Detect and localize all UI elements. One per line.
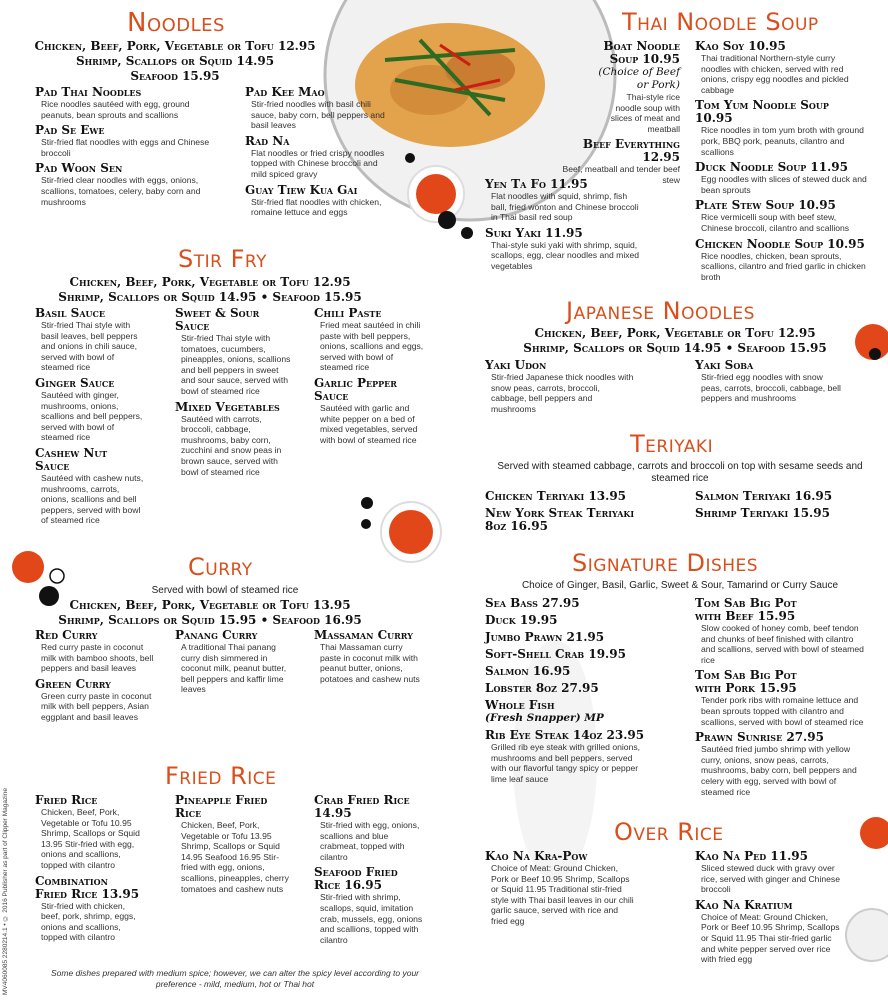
item-name: Tom Sab Big Pot with Pork 15.95 <box>695 668 797 696</box>
item-name: Combination Fried Rice 13.95 <box>35 873 140 901</box>
item-desc: Thai-style suki yaki with shrimp, squid, scallops, egg, clear noodles and mixed vegetables <box>491 239 640 271</box>
item-name: Beef Everything 12.95 <box>582 137 680 165</box>
item-desc: Rice noodles sautéed with egg, ground peanuts, bean sprouts and scallions <box>41 99 190 120</box>
menu-item <box>35 875 140 943</box>
japanese-heading: Japanese Noodles <box>566 297 755 325</box>
fried-rice-col1 <box>35 794 140 947</box>
menu-item <box>35 629 155 674</box>
item-name: Suki Yaki 11.95 <box>485 225 583 240</box>
menu-item <box>695 669 867 727</box>
item-desc: Thai traditional Northern-style curry noodles with chicken, served with red onions, crispy egg noodles and pickled cabbage <box>701 53 849 95</box>
item-name: Red Curry <box>35 628 98 642</box>
item-desc: Slow cooked of honey comb, beef tendon and chunks of beef finished with cilantro and scallions, served with bowl of steamed rice <box>701 623 864 665</box>
item-name: Mixed Vegetables <box>175 399 280 414</box>
menu-item <box>485 178 645 223</box>
item-desc: A traditional Thai panang curry dish simmered in coconut milk, peanut butter, bell peppers and kaffir lime leaves <box>181 642 287 695</box>
menu-item <box>314 377 426 445</box>
menu-item <box>35 162 210 207</box>
menu-item <box>35 124 210 158</box>
item-name: Yen Ta Fo 11.95 <box>485 177 588 191</box>
item-name: Tom Sab Big Pot with Beef 15.95 <box>695 596 797 623</box>
item-name: Garlic Pepper Sauce <box>314 375 397 403</box>
item-desc: Flat noodles with squid, shrimp, fish ball, fried wonton and Chinese broccoli in Thai basil red soup <box>491 191 639 223</box>
japanese-prices <box>490 326 860 356</box>
item-desc: Stir-fried egg noodles with snow peas, carrots, broccoli, cabbage, bell peppers and mushrooms <box>701 372 841 404</box>
item-name: Sea Bass 27.95 <box>485 596 580 610</box>
price-line: Chicken, Beef, Pork, Vegetable or Tofu 12.95 <box>34 39 316 53</box>
fried-rice-col2 <box>175 794 290 898</box>
item-name: Rib Eye Steak 14oz 23.95 <box>485 728 645 742</box>
item-desc: Thai-style rice noodle soup with slices of meat and meatball <box>610 92 680 134</box>
stir-fry-col3 <box>314 307 426 449</box>
item-desc: Stir-fried flat noodles with eggs and Chinese broccoli <box>41 137 210 158</box>
item-desc: Stir-fried Thai style with tomatoes, cucumbers, pineapples, onions, scallions and bell peppers in sweet and sour sauce, served with bowl of steamed rice <box>181 333 291 396</box>
japanese-col2 <box>695 359 845 408</box>
item-name: Duck 19.95 <box>485 613 558 627</box>
fried-rice-col3 <box>314 794 424 949</box>
signature-heading: Signature Dishes <box>572 549 759 577</box>
item-desc: Rice noodles, chicken, bean sprouts, scallions, cilantro and fried garlic in chicken broth <box>701 250 866 282</box>
item-name: Lobster 8oz 27.95 <box>485 681 599 695</box>
menu-item <box>695 731 867 797</box>
item-name: Pad Se Ewe <box>35 123 105 138</box>
soup-col2 <box>695 40 867 286</box>
item-desc: Stir-fried with egg, onions, scallions and blue crabmeat, topped with cilantro <box>320 820 420 862</box>
item-name: Whole Fish <box>485 698 555 712</box>
item-name: Kao Soy 10.95 <box>695 39 786 53</box>
menu-item <box>175 629 290 695</box>
menu-item <box>695 597 867 665</box>
item-name: Salmon Teriyaki 16.95 <box>695 489 833 503</box>
over-rice-heading: Over Rice <box>614 818 724 846</box>
stir-fry-col1 <box>35 307 145 530</box>
menu-item <box>314 866 424 945</box>
item-name: Kao Na Kratium <box>695 897 793 912</box>
item-note: (Choice of Beef or Pork) <box>598 66 680 91</box>
menu-item <box>35 794 140 871</box>
item-desc: Choice of Meat: Ground Chicken, Pork or Beef 10.95 Shrimp, Scallops or Squid 11.95 Thai stir-fried garlic and white pepper served over rice with fried egg <box>701 911 840 965</box>
curry-col2 <box>175 629 290 699</box>
item-name: Salmon 16.95 <box>485 664 571 678</box>
noodles-col2 <box>245 86 385 222</box>
print-code: MV4060085 2280214.1 • © 2016 Publisher as part of Clipper Magazine <box>2 788 9 995</box>
item-desc: Flat noodles or fried crispy noodles topped with Chinese broccoli and mild spiced gravy <box>251 147 385 179</box>
soup-col1-top <box>555 40 680 190</box>
item-name: Yaki Udon <box>485 358 547 372</box>
price-line: Chicken, Beef, Pork, Vegetable or Tofu 12.95 <box>69 275 351 289</box>
item-name: Plate Stew Soup 10.95 <box>695 198 836 213</box>
item-desc: Red curry paste in coconut milk with bamboo shoots, bell peppers and basil leaves <box>41 642 154 674</box>
item-name: Tom Yum Noodle Soup 10.95 <box>695 98 829 126</box>
item-desc: Sautéed fried jumbo shrimp with yellow curry, onions, snow peas, carrots, mushrooms, baby corn, bell peppers and celery with egg, served with bowl of steamed rice <box>701 744 857 797</box>
item-name: Prawn Sunrise 27.95 <box>695 730 824 745</box>
item-desc: Stir-fried clear noodles with eggs, onions, scallions, tomatoes, celery, baby corn and mushrooms <box>41 175 201 207</box>
menu-item <box>485 729 645 784</box>
menu-item <box>175 401 295 478</box>
item-desc: Rice noodles in tom yum broth with ground pork, BBQ pork, peanuts, cilantro and scallions <box>701 125 864 157</box>
over-rice-col1 <box>485 850 635 931</box>
price-line: Chicken, Beef, Pork, Vegetable or Tofu 13.95 <box>69 598 351 612</box>
signature-col1 <box>485 597 645 788</box>
menu-item <box>245 184 385 218</box>
teriyaki-subtitle: Served with steamed cabbage, carrots and broccoli on top with sesame seeds and steamed rice <box>497 461 863 484</box>
item-desc: Fried meat sautéed in chili paste with bell peppers, onions, scallions and eggs, served with bowl of steamed rice <box>320 320 424 373</box>
item-desc: Chicken, Beef, Pork, Vegetable or Tofu 13.95 Shrimp, Scallops or Squid 14.95 Seafood 16.95 Stir-fried with egg, onions, scallions, pineapples, cherry tomatoes and cashew nuts <box>181 820 289 894</box>
item-name: Soft-Shell Crab 19.95 <box>485 647 626 661</box>
item-name: Ginger Sauce <box>35 375 115 390</box>
item-desc: Stir-fried with chicken, beef, pork, shrimp, eggs, onions and scallions, topped with cilantro <box>41 900 136 943</box>
price-line: Shrimp, Scallops or Squid 14.95 <box>75 54 275 68</box>
item-name: Boat Noodle Soup 10.95 <box>603 39 680 66</box>
item-name: Panang Curry <box>175 628 258 642</box>
item-desc: Green curry paste in coconut milk with bell peppers, Asian eggplant and basil leaves <box>41 690 152 722</box>
menu-item <box>175 307 295 397</box>
menu-item <box>695 850 845 895</box>
over-rice-col2 <box>695 850 845 969</box>
price-line: Shrimp, Scallops or Squid 14.95 • Seafood 15.95 <box>58 290 362 304</box>
teriyaki-col2 <box>695 490 865 520</box>
spice-note: Some dishes prepared with medium spice; however, we can alter the spicy level according to your preference - mild, medium, hot or Thai hot <box>50 968 420 989</box>
japanese-col1 <box>485 359 635 418</box>
item-name: Rad Na <box>245 133 290 148</box>
signature-subtitle: Choice of Ginger, Basil, Garlic, Sweet & Sour, Tamarind or Curry Sauce <box>521 580 839 591</box>
item-name: Chili Paste <box>314 306 382 320</box>
curry-heading: Curry <box>188 553 253 581</box>
menu-item <box>695 899 845 965</box>
menu-item <box>35 447 145 526</box>
item-name: Basil Sauce <box>35 306 105 320</box>
curry-subtitle: Served with bowl of steamed rice <box>151 585 299 596</box>
noodles-prices <box>30 39 320 84</box>
item-name: Fried Rice <box>35 793 98 807</box>
menu-item <box>485 227 645 272</box>
menu-item <box>695 199 867 233</box>
item-note: (Fresh Snapper) MP <box>485 712 604 724</box>
menu-item <box>695 99 867 157</box>
item-name: Massaman Curry <box>314 628 413 642</box>
item-name: Pad Thai Noodles <box>35 85 142 99</box>
menu-item <box>695 359 845 404</box>
menu-item <box>314 794 424 862</box>
item-name: Pad Kee Mao <box>245 85 325 99</box>
item-name: Seafood Fried Rice 16.95 <box>314 865 398 893</box>
noodles-col1 <box>35 86 210 211</box>
menu-item <box>485 850 635 927</box>
item-desc: Sliced stewed duck with gravy over rice, served with ginger and Chinese broccoli <box>701 863 841 895</box>
noodles-heading: Noodles <box>127 8 225 38</box>
item-desc: Stir-fried flat noodles with chicken, romaine lettuce and eggs <box>251 196 382 218</box>
item-name: Jumbo Prawn 21.95 <box>485 630 605 644</box>
item-desc: Stir-fried Thai style with basil leaves, bell peppers and onions in chili sauce, served with bowl of steamed rice <box>41 320 138 373</box>
item-desc: Sautéed with ginger, mushrooms, onions, scallions and bell peppers, served with bowl of steamed rice <box>41 389 143 443</box>
item-desc: Sautéed with carrots, broccoli, cabbage, mushrooms, baby corn, zucchini and snow peas in brown sauce, served with bowl of steamed rice <box>181 413 282 477</box>
item-desc: Chicken, Beef, Pork, Vegetable or Tofu 10.95 Shrimp, Scallops or Squid 13.95 Stir-fried with egg, onions and scallions, topped with cilantro <box>41 807 140 870</box>
curry-prices <box>30 598 390 628</box>
menu-item <box>555 40 680 134</box>
menu-item <box>35 377 145 443</box>
menu-item <box>245 135 385 180</box>
stir-fry-heading: Stir Fry <box>178 245 267 273</box>
menu-item <box>35 307 145 373</box>
item-name: Chicken Teriyaki 13.95 <box>485 489 627 503</box>
item-desc: Stir-fried with shrimp, scallops, squid, imitation crab, mussels, egg, onions and scallions, topped with cilantro <box>320 892 423 945</box>
item-desc: Stir-fried Japanese thick noodles with snow peas, carrots, broccoli, cabbage, bell peppers and mushrooms <box>491 372 634 414</box>
item-name: Shrimp Teriyaki 15.95 <box>695 506 830 520</box>
item-name: Sweet & Sour Sauce <box>175 306 260 333</box>
item-name: Kao Na Kra-Pow <box>485 849 588 863</box>
menu-item <box>695 40 867 95</box>
item-desc: Rice vermicelli soup with beef stew, Chinese broccoli, cilantro and scallions <box>701 212 850 233</box>
item-desc: Sautéed with garlic and white pepper on a bed of mixed vegetables, served with bowl of steamed rice <box>320 402 418 445</box>
item-desc: Thai Massaman curry paste in coconut milk with peanut butter, onions, potatoes and cashew nuts <box>320 642 420 684</box>
price-line: Seafood 15.95 <box>130 69 220 83</box>
item-name: Guay Tiew Kua Gai <box>245 182 358 197</box>
teriyaki-heading: Teriyaki <box>630 430 714 458</box>
signature-col2 <box>695 597 867 801</box>
menu-item <box>175 794 290 894</box>
price-line: Shrimp, Scallops or Squid 14.95 • Seafood 15.95 <box>523 341 827 355</box>
item-desc: Egg noodles with slices of stewed duck and bean sprouts <box>701 174 867 195</box>
item-name: Kao Na Ped 11.95 <box>695 849 808 863</box>
item-name: New York Steak Teriyaki 8oz 16.95 <box>485 506 635 533</box>
soup-heading: Thai Noodle Soup <box>622 8 819 36</box>
item-name: Pad Woon Sen <box>35 161 123 176</box>
menu-item <box>245 86 385 131</box>
item-desc: Tender pork ribs with romaine lettuce and bean sprouts topped with cilantro and scallions, served with bowl of steamed rice <box>701 695 864 727</box>
item-name: Duck Noodle Soup 11.95 <box>695 160 849 175</box>
soup-col1-bottom <box>485 178 645 276</box>
stir-fry-col2 <box>175 307 295 481</box>
item-name: Crab Fried Rice 14.95 <box>314 793 410 820</box>
item-name: Chicken Noodle Soup 10.95 <box>695 236 865 251</box>
item-name: Yaki Soba <box>695 358 754 372</box>
stir-fry-prices <box>30 275 390 305</box>
item-desc: Choice of Meat: Ground Chicken, Pork or Beef 10.95 Shrimp, Scallops or Squid 11.95 Traditional stir-fried style with Thai basil leaves in our chili garlic sauce, served with rice and fried egg <box>491 863 634 926</box>
price-line: Shrimp, Scallops or Squid 15.95 • Seafood 16.95 <box>58 613 362 627</box>
menu-item <box>35 86 210 120</box>
item-desc: Stir-fried noodles with basil chili sauce, baby corn, bell peppers and basil leaves <box>251 99 385 131</box>
menu-item <box>695 238 867 283</box>
price-line: Chicken, Beef, Pork, Vegetable or Tofu 12.95 <box>534 326 816 340</box>
menu-item <box>485 359 635 414</box>
menu-item <box>695 161 867 195</box>
item-desc: Beef, meatball and tender beef stew <box>562 164 680 185</box>
menu-item <box>35 678 155 723</box>
fried-rice-heading: Fried Rice <box>165 762 277 790</box>
item-name: Green Curry <box>35 676 111 691</box>
teriyaki-col1 <box>485 490 685 533</box>
menu-item <box>314 629 426 684</box>
menu-item <box>314 307 426 373</box>
item-desc: Sautéed with cashew nuts, mushrooms, carrots, onions, scallions and bell peppers, served with bowl of steamed rice <box>41 472 144 526</box>
item-name: Cashew Nut Sauce <box>35 445 108 473</box>
item-name: Pineapple Fried Rice <box>175 793 268 820</box>
curry-col1 <box>35 629 155 727</box>
item-desc: Grilled rib eye steak with grilled onions, mushrooms and bell peppers, served with our flavorful tangy spicy or pepper lime leaf sauce <box>491 742 641 784</box>
curry-col3 <box>314 629 426 688</box>
